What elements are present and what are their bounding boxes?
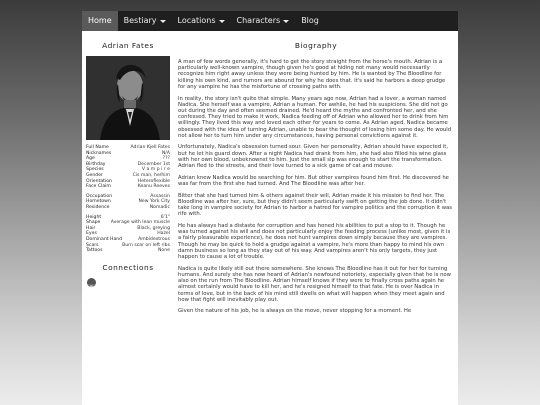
caret-down-icon	[219, 20, 225, 23]
biography-paragraph: Unfortunately, Nadica's obsession turned sour. Given her personality, Adrian should have expected it, but he let his guard down. After a night Nadica had drank from him, she had also filled his wine glass with her own blood, unbeknownst to him. Just the small sip was enough to start the transformation. Adrian fled to the streets, and their love turned to a sick game of cat and mouse.	[178, 144, 449, 170]
biography-paragraph: Given the nature of his job, he is always on the move, never stopping for a moment. He	[178, 308, 412, 315]
biography-section	[178, 37, 454, 320]
info-label: Gender	[86, 172, 103, 178]
biography-heading: Biography	[294, 41, 338, 50]
nav-blog[interactable]	[295, 11, 325, 31]
info-label: Hair	[86, 225, 96, 231]
caret-down-icon	[283, 20, 289, 23]
info-value: Keanu Reeves	[137, 184, 170, 190]
info-value: Hazel	[157, 231, 170, 237]
info-row	[86, 248, 170, 254]
info-value: Heteroflexible	[137, 178, 170, 184]
info-label: Full Name	[86, 145, 109, 150]
portrait-image	[86, 56, 170, 140]
info-value: Adrian Kjell Fates	[130, 145, 170, 150]
biography-paragraph: He has always had a distaste for corruption and has honed his abilities to put a stop to it. Though he was turned against his will and does not particularly enjoy the feeding process (unlike most, given it is a fairly pleasurable experience), he does not hunt vampires down simply because they are vampires. Though he may be quick to hold a grudge against a vampire, he's more than happy to mind his own damn business so long as they stay out of his way. And vampires aren't his only targets, they just happen to cause a lot of trouble.	[178, 222, 451, 260]
biography-paragraph: Nadica is quite likely still out there somewhere. She knows The Bloodline has it out for her for turning humans. And surely she has now heard of Adrian's newfound notoriety, especially given that he is now also on the run from The Bloodline. Adrian himself knows if they were to finally cross paths again he almost certainly would have to kill her, and he's resigned himself to that fate. He is over Nadica in terms of love, but in the back of his mind still dwells on what will happen when they meet again and how that fight will inevitably play out.	[178, 265, 452, 303]
nav-blog-label: Blog	[301, 16, 319, 25]
info-value: Assassin	[150, 193, 170, 199]
biography-paragraph: A man of few words generally, it's hard to get the story straight from the horse's mouth. Adrian is a particularly well-known vampire, though given he's good at hiding not many would necessarily recognize him right away unless they were being hunted by him. He is wanted by The Bloodline for killing his own kind, and rumors are abound for why he does that. It's said he harbors a deep grudge for any vampire he has the misfortune of crossing paths with.	[178, 59, 446, 90]
info-value: New York City	[138, 199, 170, 205]
biography-paragraph: Bitter that she had turned him & others against their will, Adrian made it his mission to find her. The Bloodline was after her, sure, but they didn't seem particularly swift on getting the job done. It didn't take long in vampire society for Adrian to harbor a hatred for vampire politics and the corruption it was rife with.	[178, 192, 453, 218]
caret-down-icon	[160, 20, 166, 23]
info-value: 6'1"	[160, 214, 170, 220]
info-label: Face Claim	[86, 184, 111, 190]
character-info	[86, 145, 170, 254]
biography-paragraph: Adrian knew Nadica would be searching for him. But other vampires found him first. He discovered he was far from the first she had turned. And The Bloodline was after her.	[178, 174, 449, 187]
nav-bestiary[interactable]	[118, 11, 172, 31]
info-label: Species	[86, 167, 104, 173]
content-frame	[82, 11, 458, 405]
connection-avatar-image	[87, 284, 96, 287]
connections-heading: Connections	[102, 262, 154, 272]
character-sidebar	[86, 37, 170, 287]
info-group-location	[86, 194, 170, 211]
info-label: Age	[86, 156, 95, 162]
info-label: Shape	[86, 220, 101, 226]
nav-bestiary-label: Bestiary	[123, 16, 157, 25]
info-value: Average with lean muscle	[110, 220, 170, 226]
nav-home-label: Home	[88, 16, 112, 25]
nav-characters[interactable]	[231, 11, 296, 31]
info-value: Nomadic	[149, 204, 170, 210]
info-label: Birthday	[86, 161, 106, 167]
info-value: None	[158, 248, 170, 254]
biography-paragraph: In reality, the story isn't quite that simple. Many years ago now, Adrian had a lover, a woman named Nadica. She herself was a vampire, Adrian a human. For awhile, he had his suspicions. She did not go out during the day and often seemed drained. He'd heard the myths and confronted her, and she confessed. They tried to make it work, Nadica feeding off of Adrian who allowed her to drink from him willingly. They lived this way and loved each other for years to come. As Adrian aged, Nadica became obsessed with the idea of turning Adrian, unable to bear the thought of losing him some day. He would not allow her to turn him under any circumstances, having personal convictions against it.	[178, 95, 452, 139]
nav-locations[interactable]	[172, 11, 231, 31]
info-label: Nicknames	[86, 150, 112, 156]
info-value: Black, greying	[137, 225, 170, 231]
info-label: Occupation	[86, 193, 113, 199]
nav-home[interactable]	[82, 11, 118, 31]
connection-avatar[interactable]	[87, 278, 96, 287]
info-value: December 1st	[137, 161, 170, 167]
info-value: Ambidextrous	[138, 236, 170, 242]
info-value: N/A	[161, 150, 170, 156]
info-value: Burn scar on left ribs	[122, 242, 170, 248]
info-label: Hometown	[86, 199, 111, 205]
info-value: V a m p i r e	[141, 167, 170, 173]
nav-locations-label: Locations	[177, 16, 216, 25]
info-group-basics	[86, 145, 170, 190]
info-label: Scars	[86, 242, 99, 248]
info-label: Height	[86, 214, 102, 220]
info-value: ???	[162, 156, 170, 162]
info-label: Tattoos	[86, 248, 103, 254]
info-value: Cis man, he/him	[132, 172, 170, 178]
nav-characters-label: Characters	[236, 16, 281, 25]
info-label: Orientation	[86, 178, 112, 184]
info-label: Dominant Hand	[86, 236, 123, 242]
character-name: Adrian Fates	[102, 41, 154, 50]
info-group-appearance	[86, 215, 170, 254]
character-portrait	[86, 56, 170, 140]
top-navigation	[82, 11, 458, 31]
info-label: Residence	[86, 204, 110, 210]
info-label: Eyes	[86, 231, 97, 237]
